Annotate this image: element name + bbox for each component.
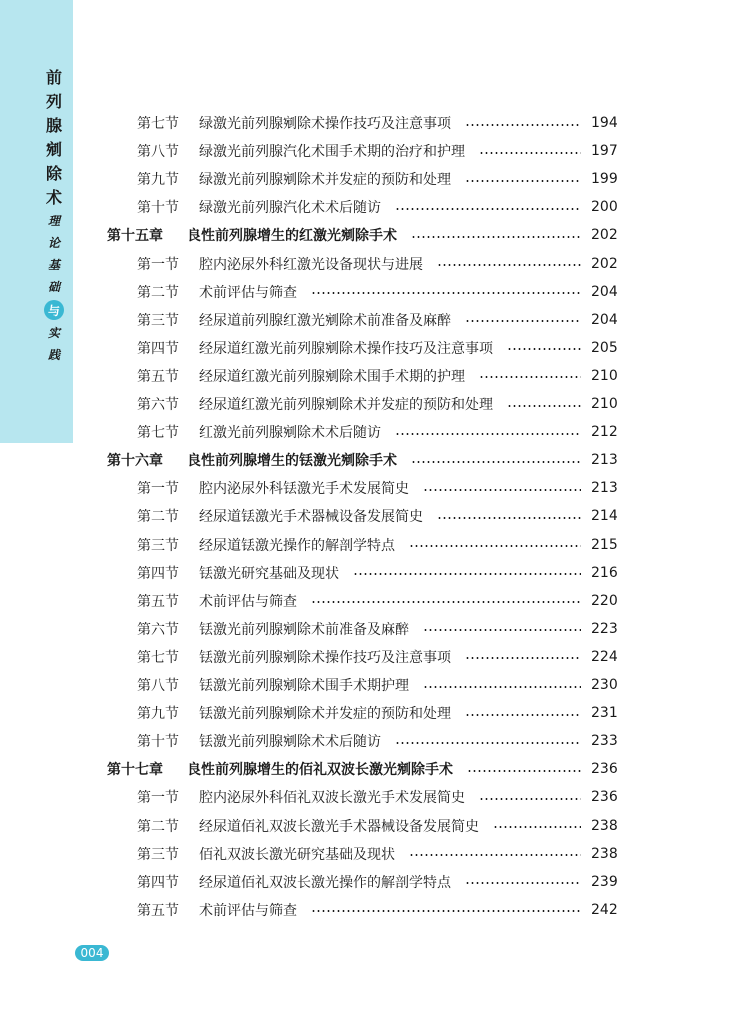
dot-leader	[479, 376, 581, 378]
toc-entry-title: 铥激光前列腺剜除术操作技巧及注意事项	[199, 649, 451, 666]
toc-entry-page: 213	[591, 480, 618, 497]
side-title-char: 论	[47, 236, 60, 250]
toc-section-row[interactable]	[137, 730, 617, 752]
dot-leader	[311, 910, 581, 912]
toc-section-row[interactable]	[137, 140, 617, 162]
side-title-char: 术	[45, 188, 62, 207]
dot-leader	[465, 124, 581, 126]
toc-entry-number: 第四节	[137, 340, 179, 357]
toc-chapter-row[interactable]	[107, 449, 617, 471]
toc-section-row[interactable]	[137, 618, 617, 640]
toc-entry-number: 第一节	[137, 790, 179, 807]
toc-entry-number: 第六节	[137, 621, 179, 638]
dot-leader	[395, 208, 581, 210]
toc-entry-page: 210	[591, 367, 618, 384]
dot-leader	[465, 714, 581, 716]
toc-section-row[interactable]	[137, 112, 617, 134]
toc-entry-title: 良性前列腺增生的铥激光剜除手术	[187, 453, 397, 470]
toc-entry-title: 绿激光前列腺剜除术并发症的预防和处理	[199, 172, 451, 189]
toc-section-row[interactable]	[137, 365, 617, 387]
toc-entry-page: 200	[591, 199, 618, 216]
dot-leader	[409, 545, 581, 547]
toc-section-row[interactable]	[137, 534, 617, 556]
toc-entry-title: 术前评估与筛查	[199, 593, 297, 610]
toc-entry-title: 经尿道红激光前列腺剜除术操作技巧及注意事项	[199, 340, 493, 357]
side-title-char: 前	[45, 68, 62, 87]
toc-entry-title: 绿激光前列腺剜除术操作技巧及注意事项	[199, 116, 451, 132]
toc-entry-title: 腔内泌尿外科佰礼双波长激光手术发展简史	[199, 790, 465, 807]
toc-section-row[interactable]	[137, 253, 617, 275]
toc-section-row[interactable]	[137, 168, 617, 190]
toc-entry-page: 239	[591, 873, 618, 890]
toc-section-row[interactable]	[137, 815, 617, 837]
dot-leader	[465, 180, 581, 182]
toc-entry-title: 经尿道铥激光操作的解剖学特点	[199, 537, 395, 554]
toc-entry-number: 第二节	[137, 818, 179, 835]
toc-section-row[interactable]	[137, 477, 617, 499]
toc-section-row[interactable]	[137, 309, 617, 331]
dot-leader	[423, 686, 581, 688]
toc-entry-title: 经尿道佰礼双波长激光操作的解剖学特点	[199, 874, 451, 891]
toc-entry-title: 铥激光前列腺剜除术围手术期护理	[199, 678, 409, 694]
dot-leader	[479, 152, 581, 154]
book-title-vertical	[43, 66, 65, 366]
dot-leader	[479, 798, 581, 800]
toc-entry-page: 202	[591, 227, 618, 244]
toc-section-row[interactable]	[137, 871, 617, 893]
toc-entry-page: 197	[591, 143, 618, 160]
toc-entry-number: 第七节	[137, 649, 179, 666]
toc-entry-page: 204	[591, 283, 618, 300]
side-title-char: 列	[45, 92, 62, 111]
dot-leader	[437, 264, 581, 266]
toc-entry-title: 红激光前列腺剜除术术后随访	[199, 425, 381, 442]
toc-entry-page: 238	[591, 817, 618, 834]
toc-entry-page: 216	[591, 564, 618, 581]
toc-entry-page: 213	[591, 452, 618, 469]
toc-entry-title: 绿激光前列腺汽化术围手术期的治疗和护理	[199, 144, 465, 161]
dot-leader	[353, 573, 581, 575]
toc-entry-title: 绿激光前列腺汽化术术后随访	[199, 200, 381, 217]
dot-leader	[465, 657, 581, 659]
toc-entry-title: 经尿道佰礼双波长激光手术器械设备发展简史	[199, 818, 479, 835]
toc-section-row[interactable]	[137, 702, 617, 724]
toc-entry-page: 242	[591, 901, 618, 918]
side-title-char: 实	[47, 326, 60, 340]
toc-entry-page: 224	[591, 648, 618, 665]
dot-leader	[493, 826, 581, 828]
toc-entry-number: 第五节	[137, 902, 179, 919]
toc-section-row[interactable]	[137, 786, 617, 808]
toc-entry-title: 术前评估与筛查	[199, 902, 297, 919]
toc-entry-number: 第五节	[137, 368, 179, 385]
toc-entry-number: 第十六章	[107, 453, 163, 470]
dot-leader	[507, 405, 581, 407]
toc-entry-number: 第十七章	[107, 762, 163, 779]
dot-leader	[311, 601, 581, 603]
toc-entry-title: 铥激光研究基础及现状	[199, 565, 339, 582]
toc-section-row[interactable]	[137, 393, 617, 415]
toc-entry-page: 230	[591, 677, 618, 693]
side-title-char: 腺	[45, 116, 62, 135]
toc-entry-number: 第十五章	[107, 228, 163, 245]
toc-entry-number: 第七节	[137, 425, 179, 442]
side-title-char: 理	[47, 214, 60, 228]
side-title-char: 践	[47, 348, 60, 362]
toc-section-row[interactable]	[137, 590, 617, 612]
toc-entry-number: 第一节	[137, 256, 179, 273]
toc-entry-page: 205	[591, 339, 618, 356]
toc-entry-title: 经尿道铥激光手术器械设备发展简史	[199, 509, 423, 526]
toc-entry-number: 第十节	[137, 200, 179, 217]
dot-leader	[465, 320, 581, 322]
dot-leader	[409, 854, 581, 856]
dot-leader	[437, 517, 581, 519]
toc-entry-title: 良性前列腺增生的佰礼双波长激光剜除手术	[187, 762, 453, 779]
toc-entry-title: 经尿道红激光前列腺剜除术并发症的预防和处理	[199, 397, 493, 413]
toc-section-row[interactable]	[137, 899, 617, 921]
toc-section-row[interactable]	[137, 505, 617, 527]
toc-entry-page: 214	[591, 508, 618, 525]
toc-entry-number: 第三节	[137, 846, 179, 863]
toc-entry-number: 第三节	[137, 537, 179, 554]
dot-leader	[411, 236, 581, 238]
toc-entry-number: 第五节	[137, 593, 179, 610]
toc-entry-number: 第三节	[137, 312, 179, 329]
toc-entry-page: 204	[591, 311, 618, 328]
toc-entry-title: 铥激光前列腺剜除术术后随访	[199, 734, 381, 751]
toc-entry-page: 231	[591, 705, 618, 722]
toc-entry-title: 经尿道红激光前列腺剜除术围手术期的护理	[199, 368, 465, 385]
side-title-char: 基	[47, 258, 60, 272]
toc-entry-title: 经尿道前列腺红激光剜除术前准备及麻醉	[199, 312, 451, 329]
toc-entry-number: 第二节	[137, 284, 179, 301]
toc-entry-number: 第六节	[137, 397, 179, 413]
dot-leader	[395, 742, 581, 744]
toc-section-row[interactable]	[137, 674, 617, 696]
toc-entry-number: 第十节	[137, 734, 179, 751]
toc-entry-title: 良性前列腺增生的红激光剜除手术	[187, 228, 397, 245]
toc-chapter-row[interactable]	[107, 758, 617, 780]
toc-entry-number: 第四节	[137, 874, 179, 891]
toc-section-row[interactable]	[137, 646, 617, 668]
toc-entry-page: 194	[591, 115, 618, 131]
toc-entry-number: 第四节	[137, 565, 179, 582]
side-title-char: 除	[45, 164, 62, 183]
toc-section-row[interactable]	[137, 843, 617, 865]
dot-leader	[423, 489, 581, 491]
toc-entry-page: 223	[591, 620, 618, 637]
toc-section-row[interactable]	[137, 562, 617, 584]
toc-entry-title: 铥激光前列腺剜除术并发症的预防和处理	[199, 706, 451, 723]
dot-leader	[311, 292, 581, 294]
toc-entry-number: 第九节	[137, 706, 179, 723]
toc-entry-title: 腔内泌尿外科铥激光手术发展简史	[199, 481, 409, 498]
toc-section-row[interactable]	[137, 337, 617, 359]
toc-chapter-row[interactable]	[107, 224, 617, 246]
toc-entry-page: 238	[591, 845, 618, 862]
toc-entry-number: 第九节	[137, 172, 179, 189]
dot-leader	[411, 461, 581, 463]
toc-section-row[interactable]	[137, 196, 617, 218]
side-title-circle-char: 与	[44, 300, 64, 320]
side-title-char: 础	[47, 280, 60, 294]
toc-entry-page: 210	[591, 396, 618, 412]
toc-entry-title: 铥激光前列腺剜除术前准备及麻醉	[199, 621, 409, 638]
page-number: 004	[75, 945, 109, 961]
toc-entry-page: 199	[591, 171, 618, 188]
toc-section-row[interactable]	[137, 421, 617, 443]
toc-entry-number: 第八节	[137, 678, 179, 694]
toc-entry-number: 第二节	[137, 509, 179, 526]
toc-entry-number: 第一节	[137, 481, 179, 498]
toc-entry-page: 215	[591, 536, 618, 553]
toc-entry-number: 第八节	[137, 144, 179, 161]
toc-entry-page: 236	[591, 789, 618, 806]
dot-leader	[467, 770, 581, 772]
toc-entry-page: 202	[591, 255, 618, 272]
toc-entry-page: 233	[591, 733, 618, 750]
side-title-char: 剜	[45, 140, 62, 159]
toc-entry-page: 220	[591, 592, 618, 609]
toc-entry-number: 第七节	[137, 116, 179, 132]
toc-entry-page: 236	[591, 761, 618, 778]
toc-entry-title: 术前评估与筛查	[199, 284, 297, 301]
dot-leader	[465, 882, 581, 884]
toc-entry-page: 212	[591, 424, 618, 441]
dot-leader	[423, 629, 581, 631]
dot-leader	[507, 348, 581, 350]
toc-section-row[interactable]	[137, 281, 617, 303]
toc-entry-title: 腔内泌尿外科红激光设备现状与进展	[199, 256, 423, 273]
toc-entry-title: 佰礼双波长激光研究基础及现状	[199, 846, 395, 863]
dot-leader	[395, 433, 581, 435]
